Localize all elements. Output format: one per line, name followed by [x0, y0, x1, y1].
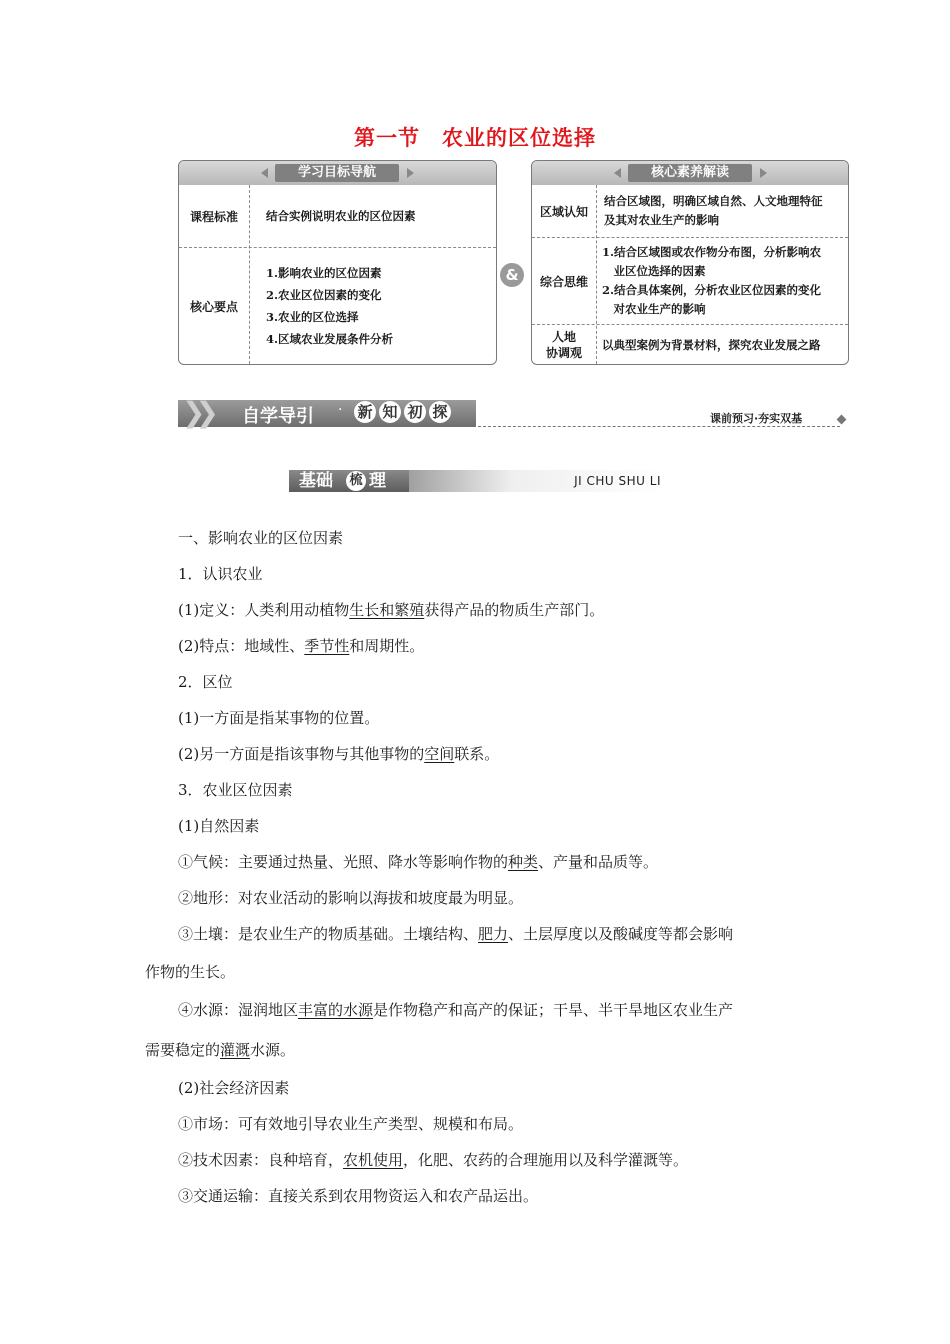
answer-text: 生长和繁殖 [349, 601, 425, 619]
answer-text: 灌溉 [220, 1041, 251, 1059]
row-key: 区域认知 [539, 204, 588, 219]
row-value-line: 2.结合具体案例，分析农业区位因素的变化 [602, 283, 822, 297]
paragraph: (1)一方面是指某事物的位置。 [178, 709, 380, 727]
row-key-line: 协调观 [545, 345, 582, 360]
text: ②技术因素：良种培育， [178, 1151, 344, 1169]
paragraph: ①市场：可有效地引导农业生产类型、规模和布局。 [178, 1115, 524, 1133]
answer-text: 农机使用 [343, 1151, 404, 1169]
heading-1: 一、影响农业的区位因素 [178, 529, 344, 547]
basics-title-circle: 梳 [346, 471, 366, 491]
text: (2)另一方面是指该事物与其他事物的 [178, 745, 425, 763]
diamond-icon [837, 415, 847, 425]
row-key: 综合思维 [539, 274, 588, 289]
core-literacy-title: 核心素养解读 [628, 164, 752, 182]
basics-title-part1: 基础 [299, 471, 333, 491]
text: (2)特点：地域性、 [178, 637, 305, 655]
row-value-line: 结合区域图，明确区域自然、人文地理特征 [604, 194, 823, 208]
text: 、土层厚度以及酸碱度等都会影响 [508, 925, 734, 943]
left-triangle-icon [261, 168, 268, 178]
banner-divider [478, 426, 840, 427]
answer-text: 肥力 [478, 925, 509, 943]
basics-header [289, 468, 665, 492]
text: 和周期性。 [349, 637, 425, 655]
row-value [266, 248, 393, 364]
row-value-line: 3.农业的区位选择 [266, 310, 359, 324]
text: 是作物稳产和高产的保证；干旱、半干旱地区农业生产 [373, 1001, 734, 1019]
section-banner [178, 398, 478, 428]
text: (1)定义：人类利用动植物 [178, 601, 350, 619]
paragraph: (2)社会经济因素 [178, 1079, 290, 1097]
heading-2: 1．认识农业 [178, 565, 263, 583]
row-value [604, 185, 823, 237]
row-value-line: 以典型案例为背景材料，探究农业发展之路 [602, 337, 821, 352]
basics-title-part2: 理 [369, 471, 386, 491]
row-value-line: 及其对农业生产的影响 [604, 213, 719, 227]
heading-2: 2．区位 [178, 673, 233, 691]
text: 联系。 [454, 745, 500, 763]
row-comprehensive-thinking [532, 238, 848, 324]
text: ④水源：湿润地区 [178, 1001, 299, 1019]
answer-text: 丰富的水源 [298, 1001, 374, 1019]
row-course-standard [179, 185, 496, 247]
banner-title: 自学导引 [242, 406, 314, 427]
row-key-line: 人地 [551, 329, 576, 344]
banner-char: 知 [379, 401, 401, 423]
row-key: 核心要点 [189, 299, 238, 314]
core-literacy-header [532, 161, 848, 185]
paragraph: (1)自然因素 [178, 817, 260, 835]
ampersand-icon: & [500, 263, 524, 287]
learning-goals-header [179, 161, 496, 185]
paragraph [145, 1040, 295, 1060]
answer-text: 季节性 [304, 637, 350, 655]
row-value-line: 4.区域农业发展条件分析 [266, 332, 394, 346]
core-literacy-box [531, 160, 849, 365]
text: 获得产品的物质生产部门。 [424, 601, 605, 619]
paragraph: ③交通运输：直接关系到农用物资运入和农产品运出。 [178, 1187, 539, 1205]
right-triangle-icon [407, 168, 414, 178]
learning-goals-title: 学习目标导航 [275, 164, 399, 182]
answer-text: 空间 [424, 745, 455, 763]
text: ③土壤：是农业生产的物质基础。土壤结构、 [178, 925, 479, 943]
banner-char: 探 [429, 401, 451, 423]
row-regional-cognition [532, 185, 848, 237]
banner-char: 新 [354, 401, 376, 423]
page-title: 第一节 农业的区位选择 [354, 125, 596, 150]
paragraph [178, 1150, 688, 1170]
row-value [602, 325, 821, 364]
paragraph [178, 1000, 733, 1020]
banner-subtitle: 课前预习·夯实双基 [710, 412, 803, 425]
row-value-line: 1.影响农业的区位因素 [266, 266, 382, 280]
paragraph [178, 852, 658, 872]
row-value-line: 对农业生产的影响 [602, 302, 706, 316]
paragraph [178, 636, 424, 656]
paragraph [178, 600, 604, 620]
double-chevron-icon: ❯❯ [182, 396, 209, 429]
row-key [532, 325, 596, 364]
text: ①气候：主要通过热量、光照、降水等影响作物的 [178, 853, 509, 871]
right-triangle-icon [760, 168, 767, 178]
row-human-earth [532, 325, 848, 364]
banner-char: 初 [404, 401, 426, 423]
banner-chars [354, 401, 451, 423]
paragraph [178, 744, 499, 764]
left-triangle-icon [614, 168, 621, 178]
row-value-line: 2.农业区位因素的变化 [266, 288, 382, 302]
row-value [266, 185, 416, 247]
basics-pinyin: JI CHU SHU LI [574, 474, 661, 488]
row-value-line: 1.结合区域图或农作物分布图，分析影响农 [602, 245, 822, 259]
row-value [602, 238, 821, 324]
row-core-points [179, 248, 496, 364]
text: 、产量和品质等。 [538, 853, 659, 871]
text: ，化肥、农药的合理施用以及科学灌溉等。 [403, 1151, 689, 1169]
row-value-line: 业区位选择的因素 [602, 264, 706, 278]
paragraph: 作物的生长。 [145, 963, 236, 981]
paragraph: ②地形：对农业活动的影响以海拔和坡度最为明显。 [178, 889, 524, 907]
answer-text: 种类 [508, 853, 539, 871]
row-value-line: 结合实例说明农业的区位因素 [266, 209, 416, 223]
heading-2: 3．农业区位因素 [178, 781, 293, 799]
text: 需要稳定的 [145, 1041, 221, 1059]
banner-dot: · [338, 402, 343, 418]
learning-goals-box [178, 160, 497, 365]
row-key: 课程标准 [189, 209, 238, 224]
text: 水源。 [250, 1041, 296, 1059]
paragraph [178, 924, 733, 944]
